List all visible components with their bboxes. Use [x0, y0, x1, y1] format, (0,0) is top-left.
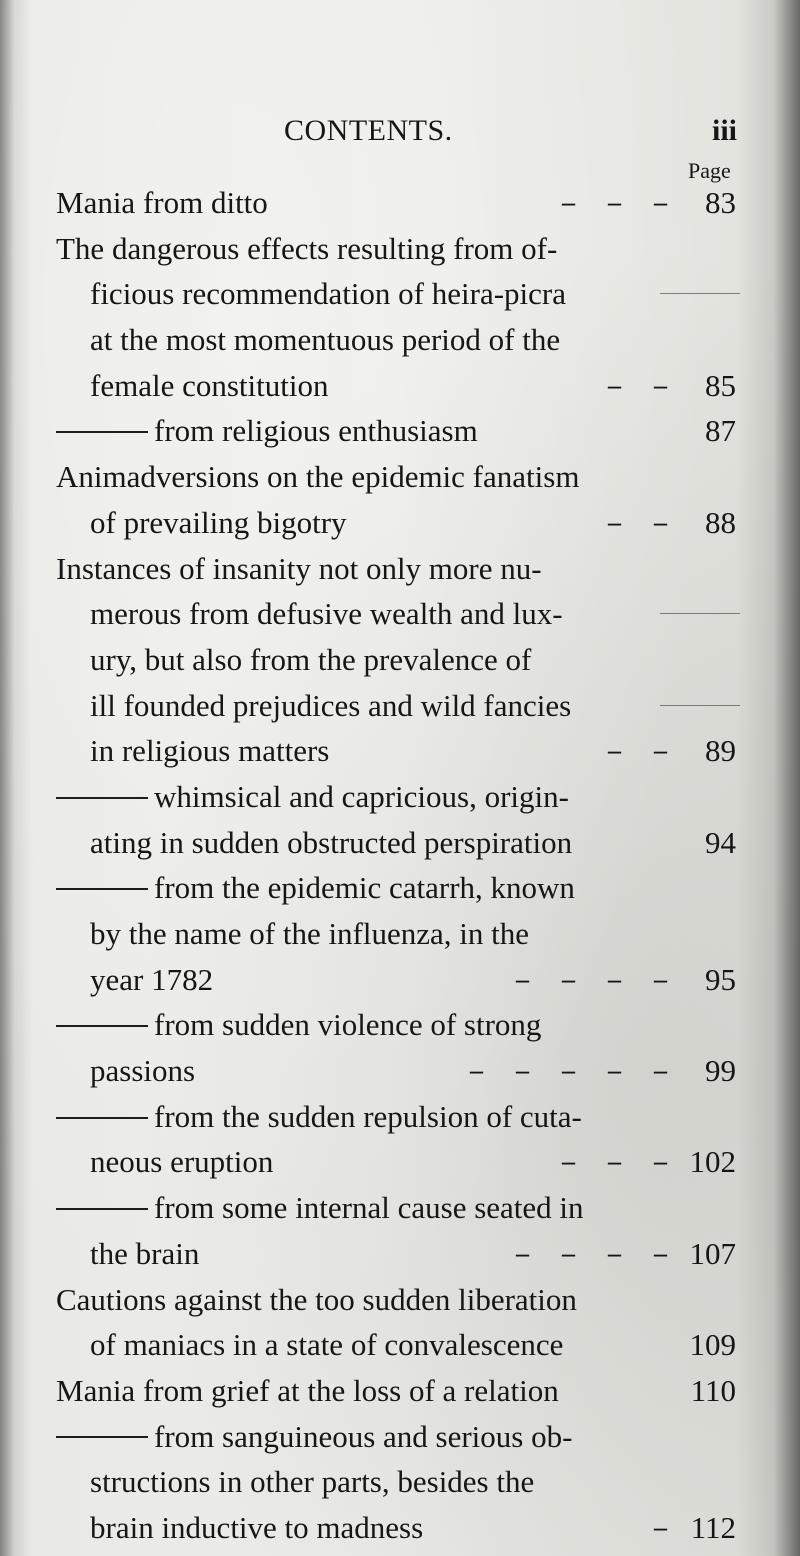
toc-entry-text: [90, 500, 347, 546]
toc-page-number: 95: [705, 961, 736, 997]
toc-line: [0, 1277, 800, 1323]
dot-leader: –: [654, 1147, 667, 1177]
toc-entry-label: ating in sudden obstructed perspiration: [90, 824, 573, 860]
toc-entry-text: [90, 637, 531, 683]
toc-page-number: 109: [689, 1327, 736, 1363]
toc-entry-text: [90, 911, 529, 957]
toc-entry-text: [56, 1002, 541, 1048]
toc-entry-label: ury, but also from the prevalence of: [90, 641, 532, 677]
toc-page-number: 94: [705, 824, 736, 860]
dot-leader: –: [654, 188, 667, 217]
toc-entry-text: [56, 408, 478, 454]
toc-line: [0, 774, 800, 820]
toc-line: [0, 546, 800, 592]
dot-leader: –: [516, 1238, 529, 1268]
toc-entry-label: Mania from ditto: [56, 185, 268, 220]
toc-page-number: 107: [689, 1235, 736, 1271]
toc-line: [0, 180, 800, 226]
toc-line: [0, 728, 800, 774]
toc-entry-text: [90, 317, 560, 363]
dot-leader: –: [516, 964, 529, 994]
toc-entry-text: [90, 820, 572, 866]
toc-entry-label: ficious recommendation of heira-picra: [90, 276, 566, 312]
toc-entry-label: The dangerous effects resulting from of-: [56, 230, 558, 266]
toc-entry-label: from sanguineous and serious ob-: [154, 1418, 573, 1454]
dot-leader: –: [470, 1056, 483, 1086]
toc-entry-label: from sudden violence of strong: [154, 1007, 542, 1043]
dot-leader: –: [654, 1512, 667, 1542]
toc-line: [0, 271, 800, 317]
toc-page-number: 110: [690, 1372, 736, 1408]
toc-line: [0, 865, 800, 911]
ditto-rule: [56, 431, 148, 433]
toc-entry-label: Mania from grief at the loss of a relation: [56, 1372, 559, 1408]
toc-entry-text: [90, 591, 563, 637]
toc-entry-text: [90, 271, 566, 317]
ditto-rule: [56, 1208, 148, 1210]
toc-entry-label: ill founded prejudices and wild fancies: [90, 687, 572, 723]
dot-leader: –: [654, 736, 667, 766]
toc-line: [0, 363, 800, 409]
page-column-label: Page: [688, 158, 731, 183]
toc-line: [0, 1231, 800, 1277]
toc-entry-text: [90, 363, 328, 409]
toc-entry-label: merous from defusive wealth and lux-: [90, 596, 563, 632]
ditto-rule: [56, 1436, 148, 1438]
toc-entry-text: [56, 1414, 572, 1460]
toc-entry-text: [56, 226, 557, 272]
toc-entry-label: Cautions against the too sudden liberation: [56, 1281, 577, 1317]
toc-entry-label: from religious enthusiasm: [154, 413, 478, 449]
toc-entry-label: year 1782: [90, 961, 214, 997]
toc-entry-label: structions in other parts, besides the: [90, 1464, 535, 1500]
toc-line: [0, 1185, 800, 1231]
toc-entry-label: passions: [90, 1053, 196, 1089]
toc-page-number: 89: [705, 733, 736, 769]
dot-leader: –: [562, 964, 575, 994]
toc-line: [0, 317, 800, 363]
dot-leader: –: [608, 736, 621, 766]
dot-leader: –: [608, 1056, 621, 1086]
dot-leader: –: [562, 1056, 575, 1086]
toc-entry-text: [56, 454, 579, 500]
dot-leader: –: [516, 1056, 529, 1086]
toc-line: [0, 820, 800, 866]
dot-leader: –: [608, 1238, 621, 1268]
toc-line: [0, 454, 800, 500]
dot-leader: –: [654, 1056, 667, 1086]
toc-line: [0, 1002, 800, 1048]
toc-page-number: 87: [705, 413, 736, 449]
toc-entry-label: from some internal cause seated in: [154, 1190, 584, 1226]
dot-leader: –: [654, 370, 667, 400]
page-numeral: iii: [712, 114, 738, 147]
toc-entry-text: [90, 1231, 199, 1277]
toc-entry-text: [90, 683, 571, 729]
toc-page-number: 102: [689, 1144, 736, 1180]
toc-page-number: 99: [705, 1053, 736, 1089]
toc-entry-label: Instances of insanity not only more nu-: [56, 550, 542, 586]
page-title: CONTENTS.: [284, 114, 453, 147]
dot-leader: –: [654, 1238, 667, 1268]
toc-entry-label: female constitution: [90, 367, 329, 403]
toc-entry-label: in religious matters: [90, 733, 330, 769]
dot-leader: –: [562, 1238, 575, 1268]
toc-entry-text: [56, 1094, 582, 1140]
continuation-rule: [660, 613, 740, 614]
toc-entry-text: [56, 1185, 584, 1231]
toc-entry-text: [90, 957, 213, 1003]
toc-entry-text: [56, 180, 268, 226]
toc-line: [0, 1048, 800, 1094]
toc-entry-text: [90, 1048, 195, 1094]
toc-entry-text: [90, 1139, 273, 1185]
continuation-rule: [660, 705, 740, 706]
toc-entry-label: Animadversions on the epidemic fanatism: [56, 459, 580, 495]
toc-page-number: 88: [705, 504, 736, 540]
toc-line: [0, 1368, 800, 1414]
dot-leader: –: [608, 188, 621, 217]
toc-entry-text: [90, 1459, 534, 1505]
toc-line: [0, 226, 800, 272]
toc-line: [0, 1459, 800, 1505]
toc-line: [0, 1322, 800, 1368]
toc-entry-label: the brain: [90, 1235, 200, 1271]
toc-entry-label: of maniacs in a state of convalescence: [90, 1327, 564, 1363]
toc-entry-label: from the epidemic catarrh, known: [154, 870, 575, 906]
toc-line: [0, 408, 800, 454]
toc-entry-label: whimsical and capricious, origin-: [154, 778, 569, 814]
toc-line: [0, 500, 800, 546]
toc-entry-text: [56, 774, 569, 820]
continuation-rule: [660, 293, 740, 294]
toc-entry-text: [56, 865, 575, 911]
dot-leader: –: [654, 964, 667, 994]
toc-line: [0, 1139, 800, 1185]
toc-entry-text: [90, 1505, 423, 1551]
ditto-rule: [56, 888, 148, 890]
toc-line: [0, 591, 800, 637]
toc-line: [0, 1414, 800, 1460]
toc-entry-label: of prevailing bigotry: [90, 504, 347, 540]
toc-entry-label: at the most momentuous period of the: [90, 322, 561, 358]
toc-page-number: 83: [705, 185, 736, 220]
toc-line: [0, 911, 800, 957]
toc-entry-label: by the name of the influenza, in the: [90, 916, 530, 951]
dot-leader: –: [608, 1147, 621, 1177]
dot-leader: –: [562, 1147, 575, 1177]
toc-entry-label: neous eruption: [90, 1144, 274, 1180]
toc-line: [0, 683, 800, 729]
toc-page-number: 112: [690, 1509, 736, 1545]
dot-leader: –: [562, 188, 575, 217]
toc-entry-label: from the sudden repulsion of cuta-: [154, 1098, 582, 1134]
table-of-contents: [0, 180, 800, 1551]
ditto-rule: [56, 1025, 148, 1027]
toc-line: [0, 637, 800, 683]
ditto-rule: [56, 1117, 148, 1119]
running-header: [0, 114, 800, 164]
toc-entry-text: [90, 1322, 563, 1368]
dot-leader: –: [608, 370, 621, 400]
toc-line: [0, 1505, 800, 1551]
dot-leader: –: [654, 507, 667, 537]
dot-leader: –: [608, 964, 621, 994]
toc-entry-text: [56, 1277, 577, 1323]
toc-entry-text: [90, 728, 329, 774]
toc-entry-text: [56, 546, 542, 592]
ditto-rule: [56, 797, 148, 799]
toc-page-number: 85: [705, 367, 736, 403]
toc-entry-text: [56, 1368, 559, 1414]
toc-line: [0, 957, 800, 1003]
toc-entry-label: brain inductive to madness: [90, 1509, 424, 1545]
dot-leader: –: [608, 507, 621, 537]
toc-line: [0, 1094, 800, 1140]
